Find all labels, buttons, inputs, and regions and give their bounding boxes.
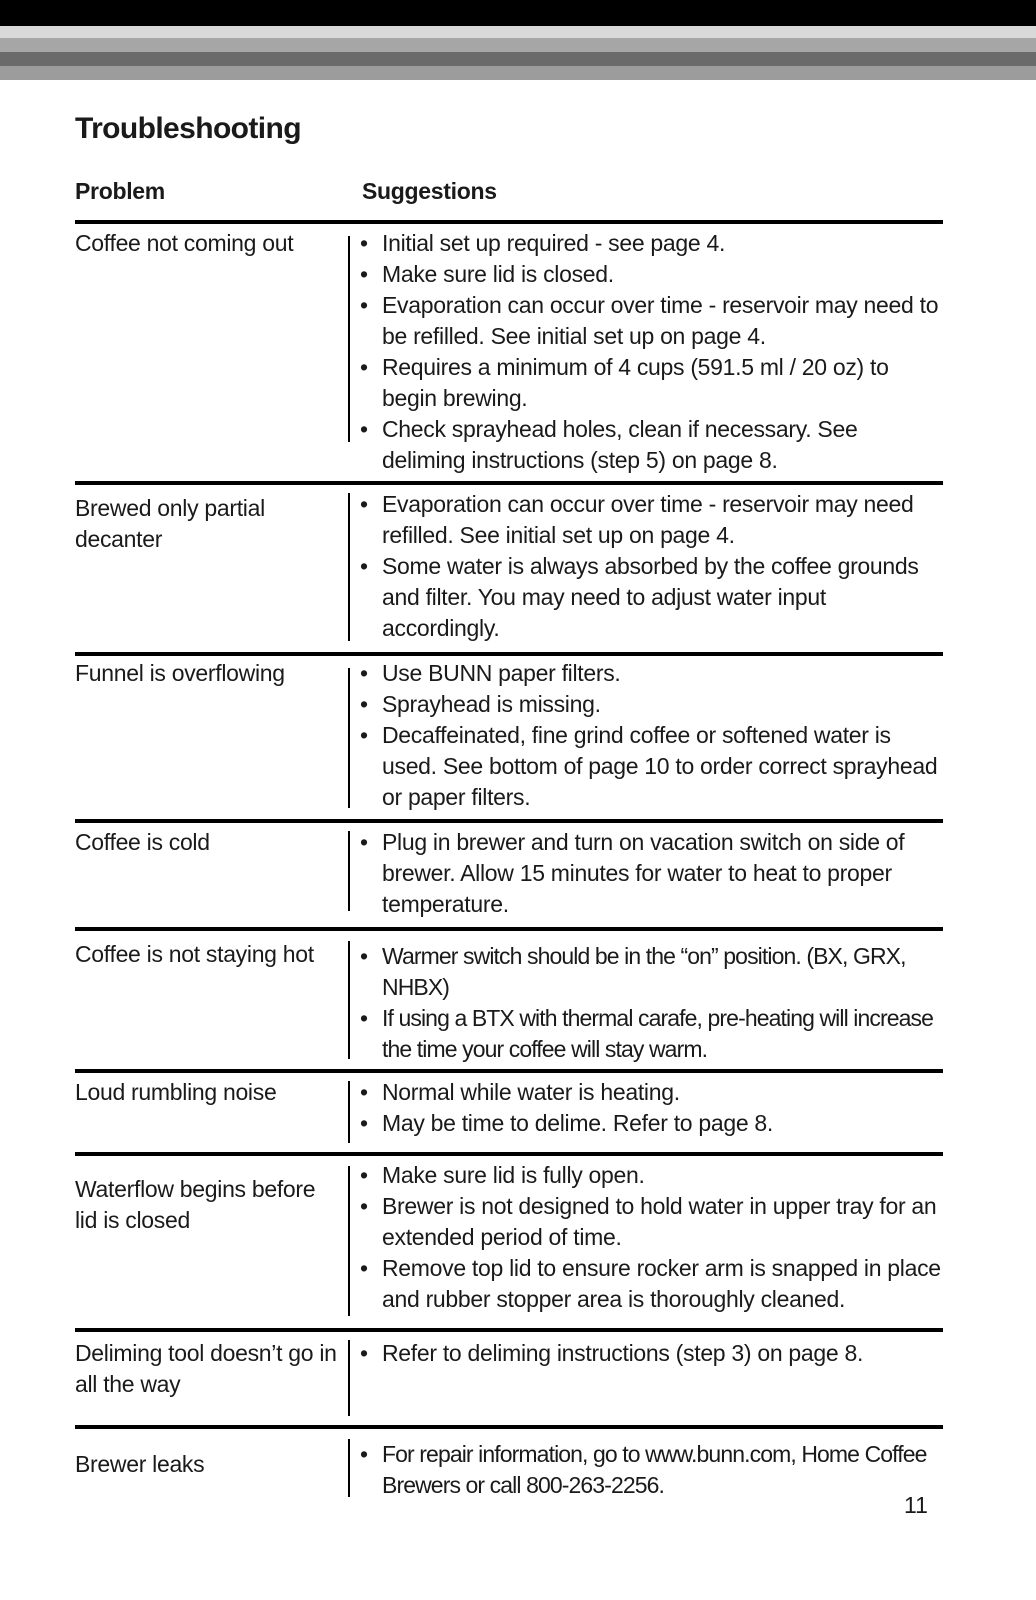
bullet-icon: • <box>360 292 368 318</box>
suggestion-item <box>360 551 943 644</box>
bullet-icon: • <box>360 261 368 287</box>
stripe-gray <box>0 66 1036 80</box>
problem-cell: Brewed only partial decanter <box>75 495 265 552</box>
suggestions-list <box>360 228 943 476</box>
suggestions-list <box>360 489 943 644</box>
table-row <box>75 1429 943 1529</box>
problem-cell: Deliming tool doesn’t go in all the way <box>75 1340 337 1397</box>
suggestion-text: Sprayhead is missing. <box>382 691 601 717</box>
suggestion-text: Brewer is not designed to hold water in upper tray for an extended period of time. <box>382 1193 937 1250</box>
table-row <box>75 1156 943 1332</box>
page-title: Troubleshooting <box>75 112 301 145</box>
suggestion-text: Requires a minimum of 4 cups (591.5 ml / 20 oz) to begin brewing. <box>382 354 889 411</box>
suggestion-item <box>360 720 943 813</box>
table-row <box>75 1332 943 1429</box>
suggestions-list <box>360 658 943 813</box>
problem-column-header: Problem <box>75 178 165 204</box>
suggestions-list <box>360 1160 943 1315</box>
problem-cell: Loud rumbling noise <box>75 1079 277 1105</box>
bullet-icon: • <box>360 1162 368 1188</box>
bullet-icon: • <box>360 354 368 380</box>
suggestion-text: Check sprayhead holes, clean if necessary. See deliming instructions (step 5) on page 8. <box>382 416 858 473</box>
suggestion-item <box>360 1160 943 1191</box>
suggestion-item <box>360 352 943 414</box>
suggestion-item <box>360 1191 943 1253</box>
bullet-icon: • <box>360 722 368 748</box>
suggestion-item <box>360 1338 943 1369</box>
problem-cell: Funnel is overflowing <box>75 660 285 686</box>
suggestion-text: Refer to deliming instructions (step 3) on page 8. <box>382 1340 864 1366</box>
troubleshooting-table <box>75 224 943 1529</box>
page-number: 11 <box>904 1492 928 1518</box>
suggestion-text: Decaffeinated, fine grind coffee or softened water is used. See bottom of page 10 to order correct sprayhead or paper filters. <box>382 722 938 810</box>
suggestions-list <box>360 1338 943 1369</box>
bullet-icon: • <box>360 691 368 717</box>
column-divider <box>348 941 350 1059</box>
table-row <box>75 656 943 823</box>
problem-cell: Coffee not coming out <box>75 230 294 256</box>
column-divider <box>348 668 350 808</box>
suggestion-item <box>360 1439 943 1501</box>
suggestion-item <box>360 290 943 352</box>
suggestion-text: Evaporation can occur over time - reservoir may need refilled. See initial set up on page 4. <box>382 491 914 548</box>
problem-cell: Coffee is not staying hot <box>75 941 314 967</box>
column-divider <box>348 831 350 911</box>
table-row <box>75 1073 943 1156</box>
suggestion-item <box>360 1108 943 1139</box>
suggestion-text: Warmer switch should be in the “on” position. (BX, GRX, NHBX) <box>382 943 906 1000</box>
suggestion-text: Make sure lid is fully open. <box>382 1162 645 1188</box>
table-row <box>75 485 943 656</box>
column-divider <box>348 1166 350 1316</box>
suggestion-text: For repair information, go to www.bunn.com, Home Coffee Brewers or call 800-263-2256. <box>382 1441 927 1498</box>
suggestion-item <box>360 228 943 259</box>
suggestions-list <box>360 1077 943 1139</box>
suggestions-list <box>360 1439 943 1501</box>
column-divider <box>348 1439 350 1497</box>
suggestions-column-header: Suggestions <box>362 178 497 204</box>
bullet-icon: • <box>360 1110 368 1136</box>
suggestion-item <box>360 658 943 689</box>
suggestion-text: Remove top lid to ensure rocker arm is snapped in place and rubber stopper area is thoroughly cleaned. <box>382 1255 941 1312</box>
bullet-icon: • <box>360 491 368 517</box>
bullet-icon: • <box>360 553 368 579</box>
suggestion-item <box>360 259 943 290</box>
suggestion-item <box>360 941 943 1003</box>
column-divider <box>348 493 350 641</box>
stripe-black <box>0 0 1036 26</box>
suggestion-text: If using a BTX with thermal carafe, pre-heating will increase the time your coffee will stay warm. <box>382 1005 934 1062</box>
suggestion-text: Normal while water is heating. <box>382 1079 680 1105</box>
table-row <box>75 931 943 1073</box>
stripe-light-gray <box>0 26 1036 38</box>
bullet-icon: • <box>360 1340 368 1366</box>
suggestions-list <box>360 941 943 1065</box>
problem-cell: Waterflow begins before lid is closed <box>75 1176 316 1233</box>
bullet-icon: • <box>360 230 368 256</box>
table-row <box>75 224 943 485</box>
bullet-icon: • <box>360 943 368 969</box>
suggestions-list <box>360 827 943 920</box>
bullet-icon: • <box>360 1079 368 1105</box>
suggestion-text: Use BUNN paper filters. <box>382 660 621 686</box>
table-row <box>75 823 943 931</box>
suggestion-text: Some water is always absorbed by the coffee grounds and filter. You may need to adjust water input accordingly. <box>382 553 919 641</box>
suggestion-text: Evaporation can occur over time - reservoir may need to be refilled. See initial set up on page 4. <box>382 292 939 349</box>
suggestion-item <box>360 1003 943 1065</box>
problem-cell: Coffee is cold <box>75 829 210 855</box>
stripe-mid-gray <box>0 38 1036 52</box>
suggestion-text: Plug in brewer and turn on vacation switch on side of brewer. Allow 15 minutes for water to heat to proper temperature. <box>382 829 905 917</box>
bullet-icon: • <box>360 1193 368 1219</box>
suggestion-item <box>360 414 943 476</box>
bullet-icon: • <box>360 416 368 442</box>
column-divider <box>348 236 350 442</box>
bullet-icon: • <box>360 829 368 855</box>
bullet-icon: • <box>360 1255 368 1281</box>
bullet-icon: • <box>360 1441 368 1467</box>
bullet-icon: • <box>360 660 368 686</box>
problem-cell: Brewer leaks <box>75 1451 205 1477</box>
suggestion-text: May be time to delime. Refer to page 8. <box>382 1110 774 1136</box>
suggestion-item <box>360 1253 943 1315</box>
bullet-icon: • <box>360 1005 368 1031</box>
suggestion-item <box>360 1077 943 1108</box>
stripe-dark-gray <box>0 52 1036 66</box>
suggestion-item <box>360 689 943 720</box>
column-divider <box>348 1081 350 1143</box>
suggestion-item <box>360 827 943 920</box>
suggestion-text: Make sure lid is closed. <box>382 261 614 287</box>
column-divider <box>348 1340 350 1416</box>
suggestion-item <box>360 489 943 551</box>
suggestion-text: Initial set up required - see page 4. <box>382 230 726 256</box>
